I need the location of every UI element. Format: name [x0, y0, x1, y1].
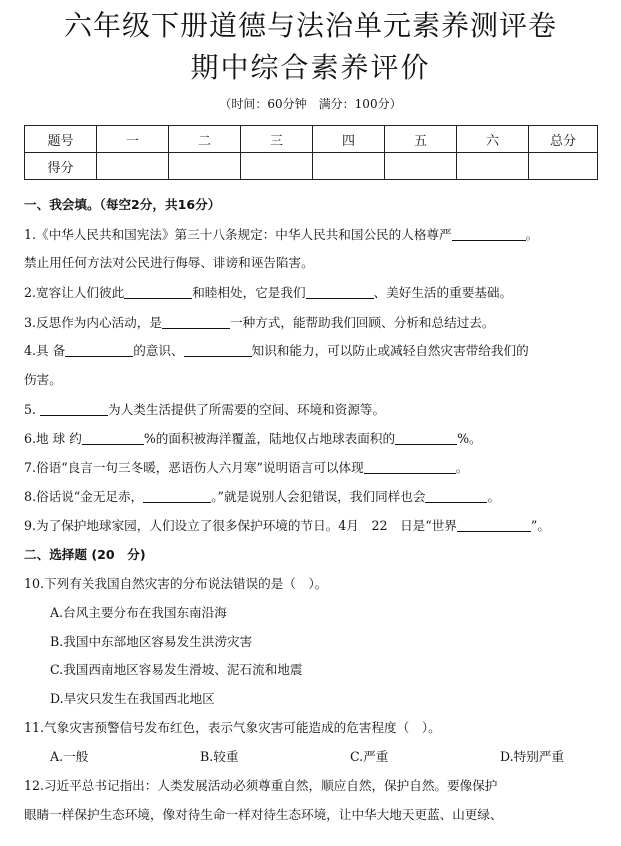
option-d[interactable]: D.特别严重: [500, 749, 565, 764]
table-cell: 四: [313, 126, 385, 153]
score-cell[interactable]: [385, 153, 457, 180]
answer-blank[interactable]: [162, 314, 230, 329]
answer-blank[interactable]: [82, 430, 144, 445]
question-5: 5. 为人类生活提供了所需要的空间、环境和资源等。: [24, 402, 386, 417]
answer-blank[interactable]: [306, 284, 374, 299]
question-12-line1: 12.习近平总书记指出：人类发展活动必须尊重自然，顺应自然，保护自然。要像保护: [24, 778, 498, 793]
question-1: 1.《中华人民共和国宪法》第三十八条规定：中华人民共和国公民的人格尊严 。: [24, 227, 539, 242]
table-cell: 总分: [529, 126, 598, 153]
score-cell[interactable]: [97, 153, 169, 180]
answer-blank[interactable]: [143, 488, 211, 503]
table-cell: 二: [169, 126, 241, 153]
answer-blank[interactable]: [457, 517, 531, 532]
answer-blank[interactable]: [425, 488, 487, 503]
table-cell: 得分: [25, 153, 97, 180]
question-3: 3.反思作为内心活动，是 一种方式，能帮助我们回顾、分析和总结过去。: [24, 315, 495, 330]
table-cell: 六: [457, 126, 529, 153]
exam-title: 六年级下册道德与法治单元素养测评卷: [63, 9, 557, 42]
question-1-continued: 禁止用任何方法对公民进行侮辱、诽谤和诬告陷害。: [24, 255, 314, 270]
option-b[interactable]: B.我国中东部地区容易发生洪涝灾害: [50, 634, 253, 649]
question-4-continued: 伤害。: [24, 372, 62, 387]
option-a[interactable]: A.台风主要分布在我国东南沿海: [50, 605, 227, 620]
answer-blank[interactable]: [452, 226, 526, 241]
score-cell[interactable]: [169, 153, 241, 180]
score-cell[interactable]: [529, 153, 598, 180]
option-a[interactable]: A.一般: [50, 749, 89, 764]
question-4: 4.具 备 的意识、 知识和能力，可以防止或减轻自然灾害带给我们的: [24, 343, 529, 358]
table-cell: 一: [97, 126, 169, 153]
question-11-stem: 11.气象灾害预警信号发布红色，表示气象灾害可能造成的危害程度（ ）。: [24, 720, 441, 735]
score-table-header-row: [25, 126, 598, 153]
table-cell: 题号: [25, 126, 97, 153]
table-cell: 三: [241, 126, 313, 153]
answer-blank[interactable]: [65, 342, 133, 357]
answer-blank[interactable]: [395, 430, 457, 445]
question-10-stem: 10.下列有关我国自然灾害的分布说法错误的是（ ）。: [24, 576, 328, 591]
option-c[interactable]: C.严重: [350, 749, 389, 764]
question-2: 2.宽容让人们彼此 和睦相处，它是我们 、美好生活的重要基础。: [24, 285, 513, 300]
answer-blank[interactable]: [40, 401, 108, 416]
option-b[interactable]: B.较重: [200, 749, 239, 764]
option-c[interactable]: C.我国西南地区容易发生滑坡、泥石流和地震: [50, 662, 303, 677]
question-12-line2: 眼睛一样保护生态环境，像对待生命一样对待生态环境，让中华大地天更蓝、山更绿、: [24, 807, 503, 822]
option-d[interactable]: D.旱灾只发生在我国西北地区: [50, 691, 215, 706]
table-cell: 五: [385, 126, 457, 153]
exam-time-info: （时间：60分钟 满分：100分）: [219, 97, 402, 111]
score-cell[interactable]: [241, 153, 313, 180]
answer-blank[interactable]: [124, 284, 192, 299]
exam-subtitle-title: 期中综合素养评价: [190, 51, 431, 84]
question-8: 8.俗话说“金无足赤， 。”就是说别人会犯错误，我们同样也会 。: [24, 489, 501, 504]
answer-blank[interactable]: [364, 459, 456, 474]
answer-blank[interactable]: [184, 342, 252, 357]
section-heading-fill: 一、我会填。（每空2分，共16分）: [24, 197, 221, 212]
question-6: 6.地 球 约 %的面积被海洋覆盖，陆地仅占地球表面积的 %。: [24, 431, 482, 446]
score-table: [24, 125, 598, 180]
question-7: 7.俗语“良言一句三冬暖，恶语伤人六月寒”说明语言可以体现 。: [24, 460, 469, 475]
score-cell[interactable]: [313, 153, 385, 180]
section-heading-choice: 二、选择题 (20 分): [24, 547, 146, 562]
score-cell[interactable]: [457, 153, 529, 180]
score-table-score-row: [25, 153, 598, 180]
question-9: 9.为了保护地球家园，人们设立了很多保护环境的节日。4月 22 日是“世界 ”。: [24, 518, 550, 533]
